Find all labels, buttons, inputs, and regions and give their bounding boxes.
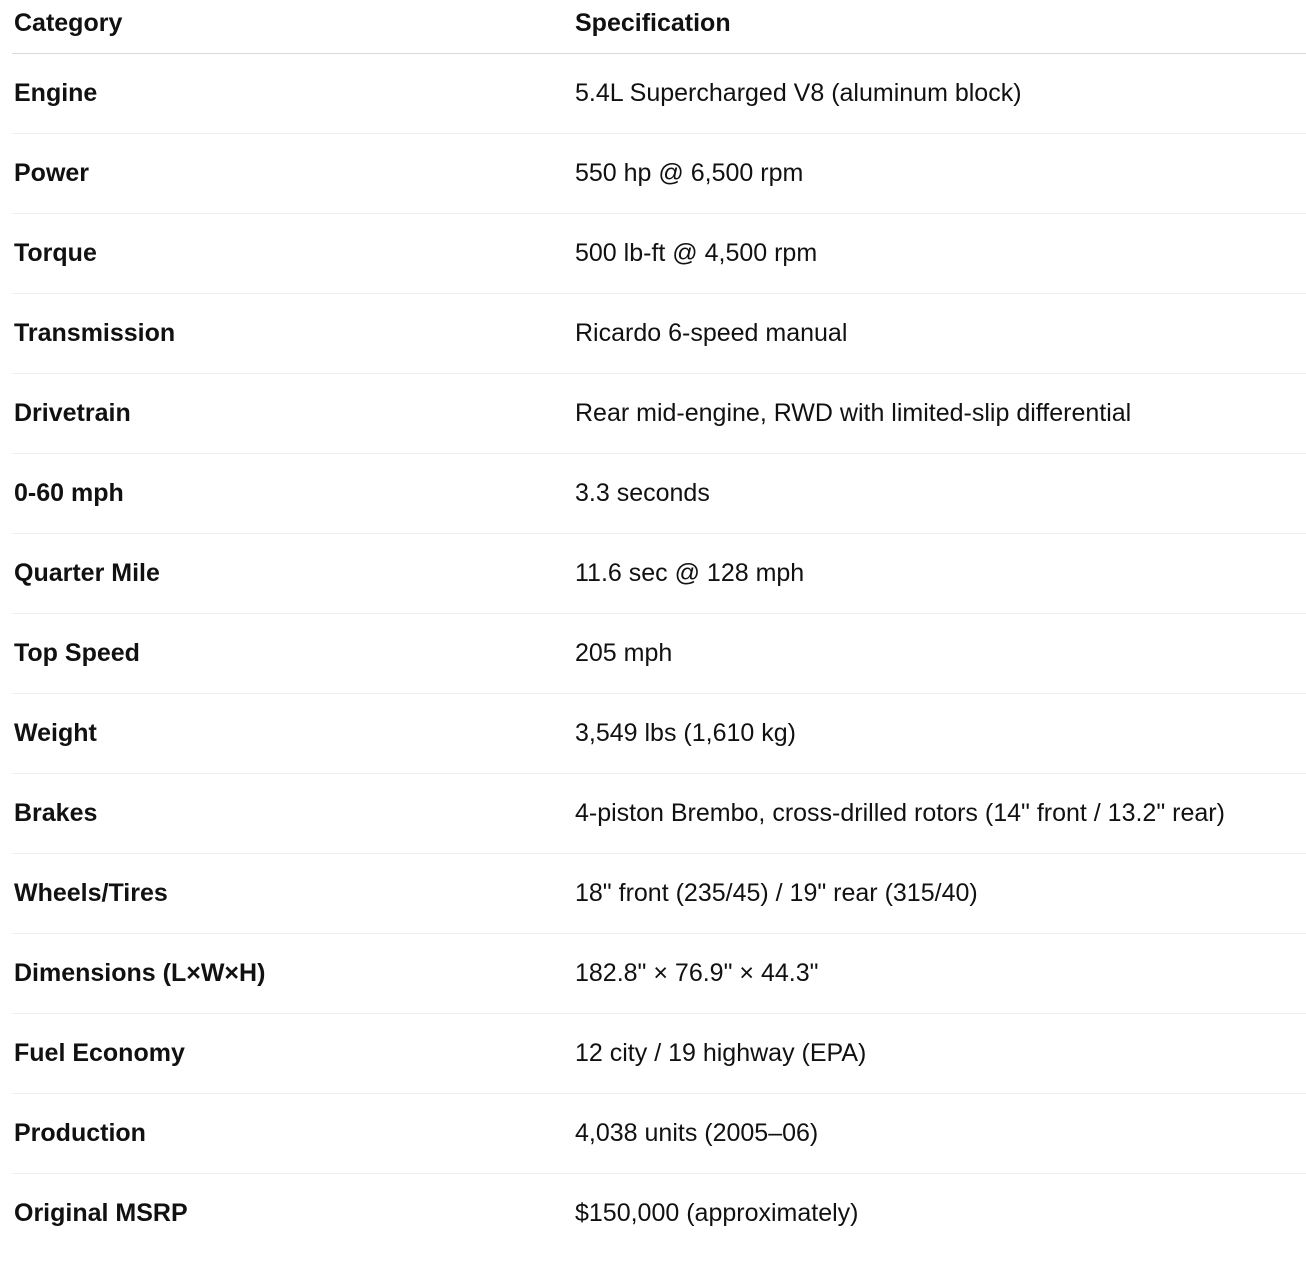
table-row <box>12 133 1306 213</box>
row-category: Wheels/Tires <box>12 853 573 933</box>
row-category: Weight <box>12 693 573 773</box>
row-category: Original MSRP <box>14 1198 188 1227</box>
row-category: Top Speed <box>12 613 573 693</box>
table-row <box>12 1013 1306 1093</box>
row-category: Power <box>12 133 573 213</box>
table-row <box>12 213 1306 293</box>
table-body <box>12 53 1306 1253</box>
row-specification: 3.3 seconds <box>573 453 1306 533</box>
row-specification: 4,038 units (2005–06) <box>573 1093 1306 1173</box>
row-category: Quarter Mile <box>12 533 573 613</box>
row-category: Fuel Economy <box>12 1013 573 1093</box>
row-specification: 3,549 lbs (1,610 kg) <box>573 693 1306 773</box>
row-specification: 550 hp @ 6,500 rpm <box>573 133 1306 213</box>
row-specification: 11.6 sec @ 128 mph <box>573 533 1306 613</box>
row-category: Brakes <box>12 773 573 853</box>
table-row <box>12 773 1306 853</box>
row-category: Production <box>12 1093 573 1173</box>
table-header <box>12 0 1306 53</box>
row-category: Drivetrain <box>12 373 573 453</box>
row-specification: Rear mid-engine, RWD with limited-slip differential <box>573 373 1306 453</box>
header-specification: Specification <box>573 0 1306 53</box>
table-row <box>12 453 1306 533</box>
table-row <box>12 853 1306 933</box>
row-category: Transmission <box>12 293 573 373</box>
row-specification: 205 mph <box>573 613 1306 693</box>
table-row <box>12 693 1306 773</box>
header-row <box>12 0 1306 53</box>
table-row <box>12 1093 1306 1173</box>
row-category: 0-60 mph <box>12 453 573 533</box>
row-category: Torque <box>12 213 573 293</box>
table-row <box>12 613 1306 693</box>
header-category: Category <box>12 0 573 53</box>
table-row <box>12 933 1306 1013</box>
spec-table <box>12 0 1306 1253</box>
table-row <box>12 373 1306 453</box>
table-row <box>12 1173 1306 1253</box>
row-specification: 182.8" × 76.9" × 44.3" <box>573 933 1306 1013</box>
row-specification: 12 city / 19 highway (EPA) <box>573 1013 1306 1093</box>
table-row <box>12 533 1306 613</box>
table-row <box>12 293 1306 373</box>
row-specification: 4-piston Brembo, cross-drilled rotors (14" front / 13.2" rear) <box>573 773 1306 853</box>
row-category: Dimensions (L×W×H) <box>12 933 573 1013</box>
row-specification: 5.4L Supercharged V8 (aluminum block) <box>573 53 1306 133</box>
row-specification: 500 lb-ft @ 4,500 rpm <box>573 213 1306 293</box>
row-specification: $150,000 (approximately) <box>575 1198 859 1227</box>
row-specification: 18" front (235/45) / 19" rear (315/40) <box>573 853 1306 933</box>
row-specification: Ricardo 6-speed manual <box>573 293 1306 373</box>
row-category: Engine <box>12 53 573 133</box>
table-row <box>12 53 1306 133</box>
